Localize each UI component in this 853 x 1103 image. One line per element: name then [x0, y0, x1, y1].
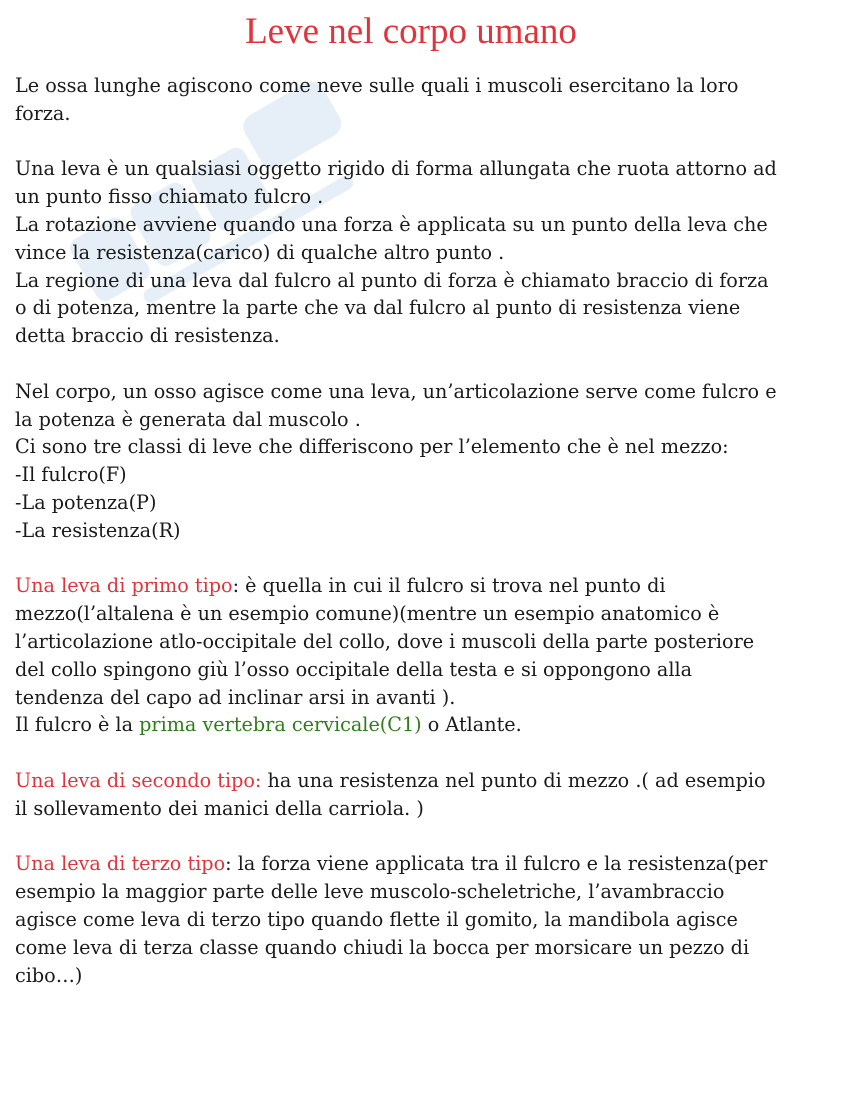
- text-line: [15, 711, 847, 739]
- text-fragment: : è quella in cui il fulcro si trova nel punto di: [232, 574, 666, 598]
- first-class-lever-paragraph: [15, 572, 847, 739]
- text-line: come leva di terza classe quando chiudi la bocca per morsicare un pezzo di: [15, 935, 750, 959]
- text-line: un punto fisso chiamato fulcro .: [15, 185, 324, 209]
- text-line: il sollevamento dei manici della carriola. ): [15, 796, 424, 820]
- list-item: -Il fulcro(F): [15, 463, 127, 487]
- text-line: La rotazione avviene quando una forza è applicata su un punto della leva che: [15, 212, 768, 236]
- text-line: [15, 767, 847, 795]
- text-fragment: Il fulcro è la: [15, 713, 140, 737]
- text-fragment: o Atlante.: [421, 713, 522, 737]
- document-body: [15, 72, 847, 989]
- text-line: tendenza del capo ad inclinar arsi in avanti ).: [15, 685, 456, 709]
- paragraph-spacer: [15, 545, 847, 573]
- text-line: forza.: [15, 101, 71, 125]
- text-line: Le ossa lunghe agiscono come neve sulle quali i muscoli esercitano la loro: [15, 74, 739, 97]
- paragraph-spacer: [15, 350, 847, 378]
- text-line: cibo…): [15, 963, 83, 987]
- text-line: vince la resistenza(carico) di qualche altro punto .: [15, 240, 505, 264]
- third-class-heading: Una leva di terzo tipo: [15, 852, 226, 876]
- paragraph-spacer: [15, 128, 847, 156]
- text-line: mezzo(l’altalena è un esempio comune)(mentre un esempio anatomico è: [15, 602, 720, 626]
- first-class-heading: Una leva di primo tipo: [15, 574, 233, 598]
- text-fragment: : la forza viene applicata tra il fulcro e la resistenza(per: [225, 852, 768, 876]
- third-class-lever-paragraph: [15, 850, 847, 989]
- text-line: Ci sono tre classi di leve che differiscono per l’elemento che è nel mezzo:: [15, 435, 729, 459]
- text-line: del collo spingono giù l’osso occipitale della testa e si oppongono alla: [15, 657, 693, 681]
- text-line: [15, 572, 847, 600]
- text-line: esempio la maggior parte delle leve muscolo-scheletriche, l’avambraccio: [15, 880, 725, 904]
- atlas-highlight: prima vertebra cervicale(C1): [139, 713, 422, 737]
- text-line: l’articolazione atlo-occipitale del collo, dove i muscoli della parte posteriore: [15, 629, 755, 653]
- text-line: detta braccio di resistenza.: [15, 324, 280, 348]
- text-line: o di potenza, mentre la parte che va dal fulcro al punto di resistenza viene: [15, 296, 741, 320]
- list-item: -La potenza(P): [15, 490, 157, 514]
- text-line: Una leva è un qualsiasi oggetto rigido di forma allungata che ruota attorno ad: [15, 157, 777, 181]
- list-item: -La resistenza(R): [15, 518, 181, 542]
- page-title: Leve nel corpo umano: [245, 11, 577, 52]
- text-line: La regione di una leva dal fulcro al punto di forza è chiamato braccio di forza: [15, 268, 769, 292]
- paragraph-spacer: [15, 739, 847, 767]
- text-line: Nel corpo, un osso agisce come una leva, un’articolazione serve come fulcro e: [15, 379, 777, 403]
- paragraph-spacer: [15, 823, 847, 851]
- second-class-heading: Una leva di secondo tipo:: [15, 768, 262, 792]
- text-line: agisce come leva di terzo tipo quando flette il gomito, la mandibola agisce: [15, 907, 738, 931]
- text-line: la potenza è generata dal muscolo .: [15, 407, 361, 431]
- text-fragment: ha una resistenza nel punto di mezzo .( ad esempio: [261, 768, 766, 792]
- second-class-lever-paragraph: [15, 767, 847, 823]
- intro-paragraph: [15, 72, 847, 128]
- definition-paragraph: [15, 155, 847, 350]
- body-levers-paragraph: [15, 378, 847, 545]
- text-line: [15, 850, 847, 878]
